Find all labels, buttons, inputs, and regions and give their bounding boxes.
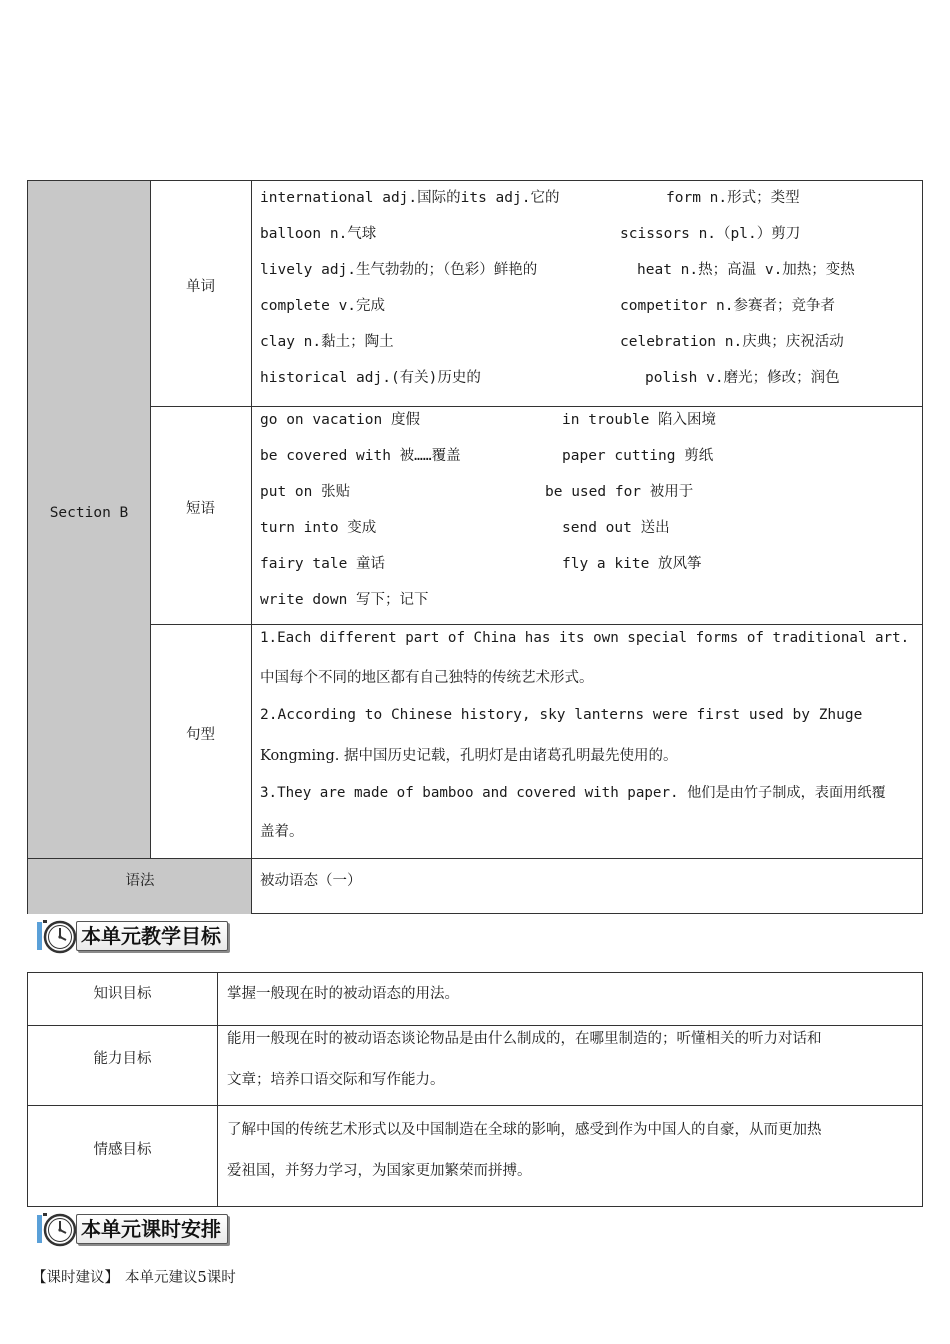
- phrase-item: write down 写下；记下: [260, 592, 429, 608]
- word-item: international adj.国际的its adj.它的: [260, 190, 560, 206]
- word-item: historical adj.(有关)历史的: [260, 370, 481, 386]
- goals-header-title: 本单元教学目标: [76, 921, 228, 951]
- phrase-item: put on 张贴: [260, 484, 351, 500]
- grammar-value: 被动语态（一）: [260, 873, 362, 889]
- section-b-table: [27, 180, 923, 914]
- phrase-item: be used for 被用于: [545, 484, 694, 500]
- schedule-header-title: 本单元课时安排: [76, 1214, 228, 1244]
- clock-icon: [34, 1211, 78, 1247]
- word-item: complete v.完成: [260, 298, 386, 314]
- word-item: clay n.黏土；陶土: [260, 334, 394, 350]
- phrase-item: turn into 变成: [260, 520, 377, 536]
- goal-text: 文章；培养口语交际和写作能力。: [227, 1072, 445, 1088]
- goals-header: [30, 918, 270, 954]
- word-item: balloon n.气球: [260, 226, 377, 242]
- sentence-line: 2.According to Chinese history, sky lanterns were first used by Zhuge: [260, 707, 863, 723]
- goal-text: 了解中国的传统艺术形式以及中国制造在全球的影响，感受到作为中国人的自豪，从而更加热: [227, 1122, 822, 1138]
- word-item: heat n.热；高温 v.加热；变热: [637, 262, 855, 278]
- goal-text: 掌握一般现在时的被动语态的用法。: [227, 986, 459, 1002]
- schedule-header: [30, 1211, 270, 1247]
- goal-text: 爱祖国，并努力学习，为国家更加繁荣而拼搏。: [227, 1163, 532, 1179]
- schedule-label: 【课时建议】: [32, 1270, 119, 1286]
- sentence-line: 1.Each different part of China has its own special forms of traditional art.: [260, 630, 910, 646]
- sentence-line: 中国每个不同的地区都有自己独特的传统艺术形式。: [260, 670, 594, 686]
- word-item: lively adj.生气勃勃的；（色彩）鲜艳的: [260, 262, 538, 278]
- sentence-line: Kongming. 据中国历史记载，孔明灯是由诸葛孔明最先使用的。: [260, 748, 678, 764]
- schedule-note: [32, 1269, 236, 1287]
- phrase-item: fly a kite 放风筝: [562, 556, 702, 572]
- goals-table: [27, 972, 923, 1207]
- word-item: scissors n.（pl.）剪刀: [620, 226, 801, 242]
- phrase-item: send out 送出: [562, 520, 670, 536]
- phrase-item: in trouble 陷入困境: [562, 412, 717, 428]
- goal-label-ability: 能力目标: [93, 1051, 152, 1067]
- phrase-item: be covered with 被……覆盖: [260, 448, 461, 464]
- word-item: competitor n.参赛者；竞争者: [620, 298, 835, 314]
- clock-icon: [34, 918, 78, 954]
- phrases-label: 短语: [186, 501, 215, 517]
- word-item: polish v.磨光；修改；润色: [645, 370, 840, 386]
- sentence-line: 3.They are made of bamboo and covered with paper. 他们是由竹子制成，表面用纸覆: [260, 785, 886, 801]
- section-label: Section B: [49, 505, 129, 521]
- phrase-item: paper cutting 剪纸: [562, 448, 714, 464]
- word-item: celebration n.庆典；庆祝活动: [620, 334, 844, 350]
- schedule-value: 本单元建议5课时: [125, 1270, 236, 1286]
- phrase-item: fairy tale 童话: [260, 556, 386, 572]
- word-item: form n.形式；类型: [666, 190, 800, 206]
- sentences-label: 句型: [186, 727, 215, 743]
- words-label: 单词: [186, 279, 215, 295]
- goal-text: 能用一般现在时的被动语态谈论物品是由什么制成的，在哪里制造的；听懂相关的听力对话和: [227, 1031, 822, 1047]
- sentence-line: 盖着。: [260, 824, 304, 840]
- goal-label-emotion: 情感目标: [93, 1142, 152, 1158]
- grammar-label: 语法: [125, 873, 155, 889]
- goal-label-knowledge: 知识目标: [93, 986, 152, 1002]
- phrase-item: go on vacation 度假: [260, 412, 420, 428]
